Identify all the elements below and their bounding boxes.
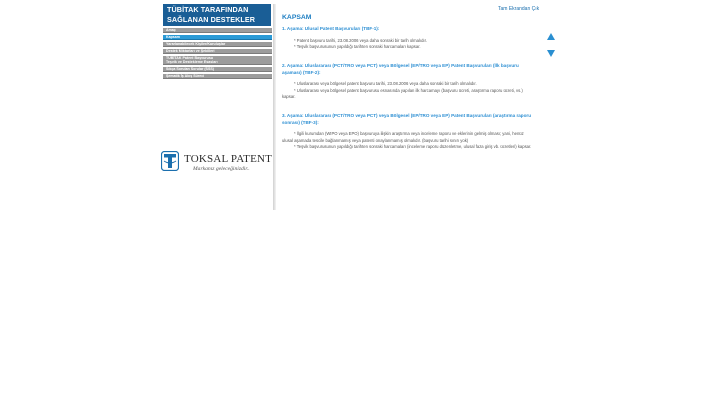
section-title: 2. Aşama: Uluslararası (PCT/TRO veya PCT) veya Bölgesel (EP/TRO veya EP) Patent Başvuruları (İlk başvuru aşaması) (TBF-2): xyxy=(282,62,519,75)
menu-item-yararlanabilecek[interactable] xyxy=(163,42,272,47)
section-paragraph: * Patent başvuru tarihi, 23.08.2006 veya daha sonraki bir tarih olmalıdır. xyxy=(294,37,427,43)
menu-item-is-akis[interactable] xyxy=(163,74,272,79)
menu-item-label: TÜBİTAK Patent Başvurusu xyxy=(166,55,214,60)
toksal-logo xyxy=(160,150,273,178)
sidebar-divider xyxy=(273,4,276,210)
section-title: 1. Aşama: Ulusal Patent Başvuruları (TBF-1): xyxy=(282,26,380,31)
logo-name: TOKSAL PATENT xyxy=(184,153,273,165)
sidebar-menu xyxy=(163,28,272,81)
menu-item-label: Sıkça Sorulan Sorular (SSS) xyxy=(166,66,214,71)
toksal-logo-icon xyxy=(161,151,179,171)
menu-item-amac[interactable] xyxy=(163,28,272,33)
section-paragraph: * Teşvik başvurusunun yapıldığı tarihten sonraki harcamaları (inceleme raporu düzenletme, ulusal faza giriş vb. ücretleri) kapsar. xyxy=(294,144,532,150)
section-paragraph: * Uluslararası veya bölgesel patent başvurusu esnasında yapılan ilk harcamayı (başvuru ücreti, araştırma raporu ücreti, vs.) kapsar. xyxy=(282,87,523,100)
section-paragraph: * Teşvik başvurusunun yapıldığı tarihten sonraki harcamaları kapsar. xyxy=(294,44,421,50)
main-content xyxy=(282,14,532,151)
menu-item-label: Destek Miktarları ve Şekilleri xyxy=(166,48,215,53)
menu-item-destek-miktarlari[interactable] xyxy=(163,49,272,54)
menu-item-tubitak-patent[interactable] xyxy=(163,56,272,66)
section-paragraph: * Uluslararası veya bölgesel patent başvuru tarihi, 23.08.2006 veya daha sonraki bir tarih olmalıdır. xyxy=(294,81,477,87)
menu-item-label: Şematik İş Akış Süreci xyxy=(166,73,205,78)
logo-slogan: Markanız geleceğinizdir.. xyxy=(193,166,250,172)
menu-item-sss[interactable] xyxy=(163,67,272,72)
arrow-up-icon[interactable] xyxy=(547,33,555,40)
menu-item-kapsam[interactable] xyxy=(163,35,272,40)
page-title: KAPSAM xyxy=(282,14,312,21)
menu-item-label: Yararlanabilecek Kişiler/Kuruluşlar xyxy=(166,41,226,46)
sidebar-header-line2: SAĞLANAN DESTEKLER xyxy=(167,15,256,24)
arrow-down-icon[interactable] xyxy=(547,50,555,57)
menu-item-label-line2: Teşvik ve Destekleme Esasları xyxy=(166,60,218,65)
menu-item-label: Amaç xyxy=(166,28,176,32)
menu-item-label: Kapsam xyxy=(166,34,180,39)
sidebar-header xyxy=(163,4,271,26)
section-paragraph: * İlgili kurumdan (WIPO veya EPO) başvuruya ilişkin araştırma veya inceleme raporu ve eklerinin gelmiş olması; yani, henüz ulusal aşamada tescile bağlanmamış veya patenti onaylanmamış olmalıdır. (başvuru tarihi sınırı yok) xyxy=(282,131,524,143)
section-title: 3. Aşama: Uluslararası (PCT/TRO veya PCT) veya Bölgesel (EP/TRO veya EP) Patent Başvuruları (araştırma raporu sonrası) (TBF-3): xyxy=(282,112,532,125)
exit-fullscreen-link[interactable]: Tam Ekrandan Çık xyxy=(498,6,540,12)
sidebar-header-line1: TÜBİTAK TARAFINDAN xyxy=(167,5,249,14)
